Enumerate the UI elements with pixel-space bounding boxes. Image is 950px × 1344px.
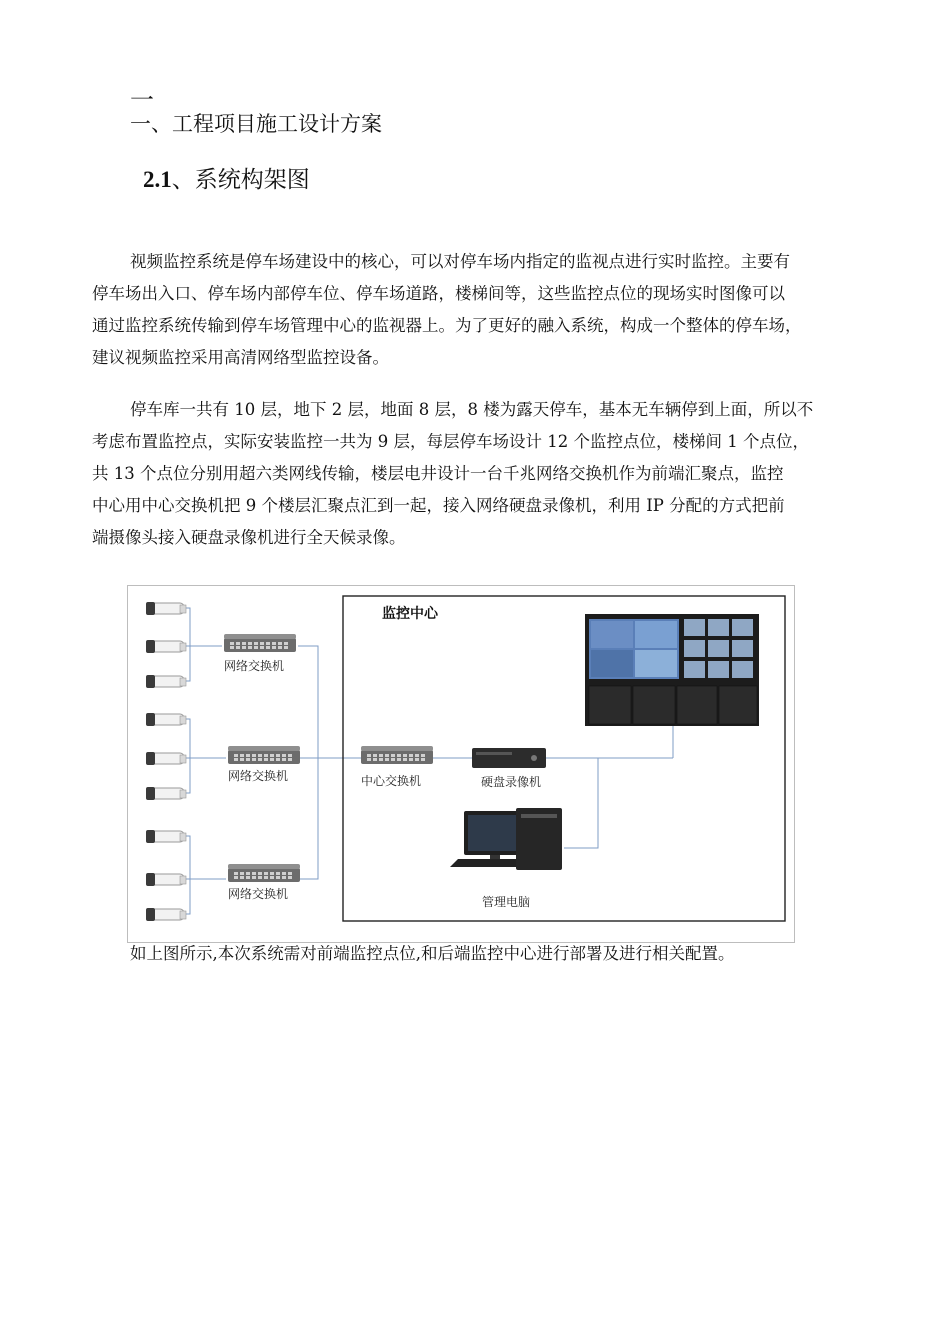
paragraph-line: 停车场出入口、停车场内部停车位、停车场道路，楼梯间等，这些监控点位的现场实时图像可以: [92, 284, 785, 303]
paragraph-line: 视频监控系统是停车场建设中的核心，可以对停车场内指定的监视点进行实时监控。主要有: [130, 252, 790, 271]
paragraph-line: 端摄像头接入硬盘录像机进行全天候录像。: [92, 528, 406, 547]
nvr-label: 硬盘录像机: [481, 775, 542, 789]
switch-label: 网络交换机: [228, 887, 289, 901]
core-switch-label: 中心交换机: [361, 774, 422, 788]
subsection-title: 、系统构架图: [171, 167, 310, 193]
monitoring-center-title: 监控中心: [382, 606, 438, 622]
system-architecture-diagram: [127, 585, 795, 943]
paragraph-line: 考虑布置监控点，实际安装监控一共为 9 层，每层停车场设计 12 个监控点位，楼梯间 1 个点位，: [92, 432, 809, 451]
paragraph-intro: [92, 246, 892, 374]
diagram-caption: 如上图所示,本次系统需对前端监控点位,和后端监控中心进行部署及进行相关配置。: [130, 944, 735, 963]
paragraph-line: 中心用中心交换机把 9 个楼层汇聚点汇到一起，接入网络硬盘录像机，利用 IP 分配的方式把前: [92, 496, 785, 515]
paragraph-line: 停车库一共有 10 层，地下 2 层，地面 8 层，8 楼为露天停车，基本无车辆停到上面，所以不: [130, 400, 814, 419]
switch-label: 网络交换机: [224, 659, 285, 673]
paragraph-details: [92, 394, 892, 554]
switch-label: 网络交换机: [228, 769, 289, 783]
paragraph-line: 共 13 个点位分别用超六类网线传输，楼层电井设计一台千兆网络交换机作为前端汇聚点，监控: [92, 464, 784, 483]
subsection-heading: [143, 165, 310, 195]
paragraph-line: 通过监控系统传输到停车场管理中心的监视器上。为了更好的融入系统，构成一个整体的停车场，: [92, 316, 802, 335]
pc-label: 管理电脑: [482, 895, 531, 909]
paragraph-line: 建议视频监控采用高清网络型监控设备。: [92, 348, 389, 367]
section-number: 一: [130, 86, 154, 114]
section-title: 一、工程项目施工设计方案: [130, 112, 382, 136]
subsection-number: 2.1: [143, 167, 172, 192]
camera-icon: [146, 602, 186, 921]
